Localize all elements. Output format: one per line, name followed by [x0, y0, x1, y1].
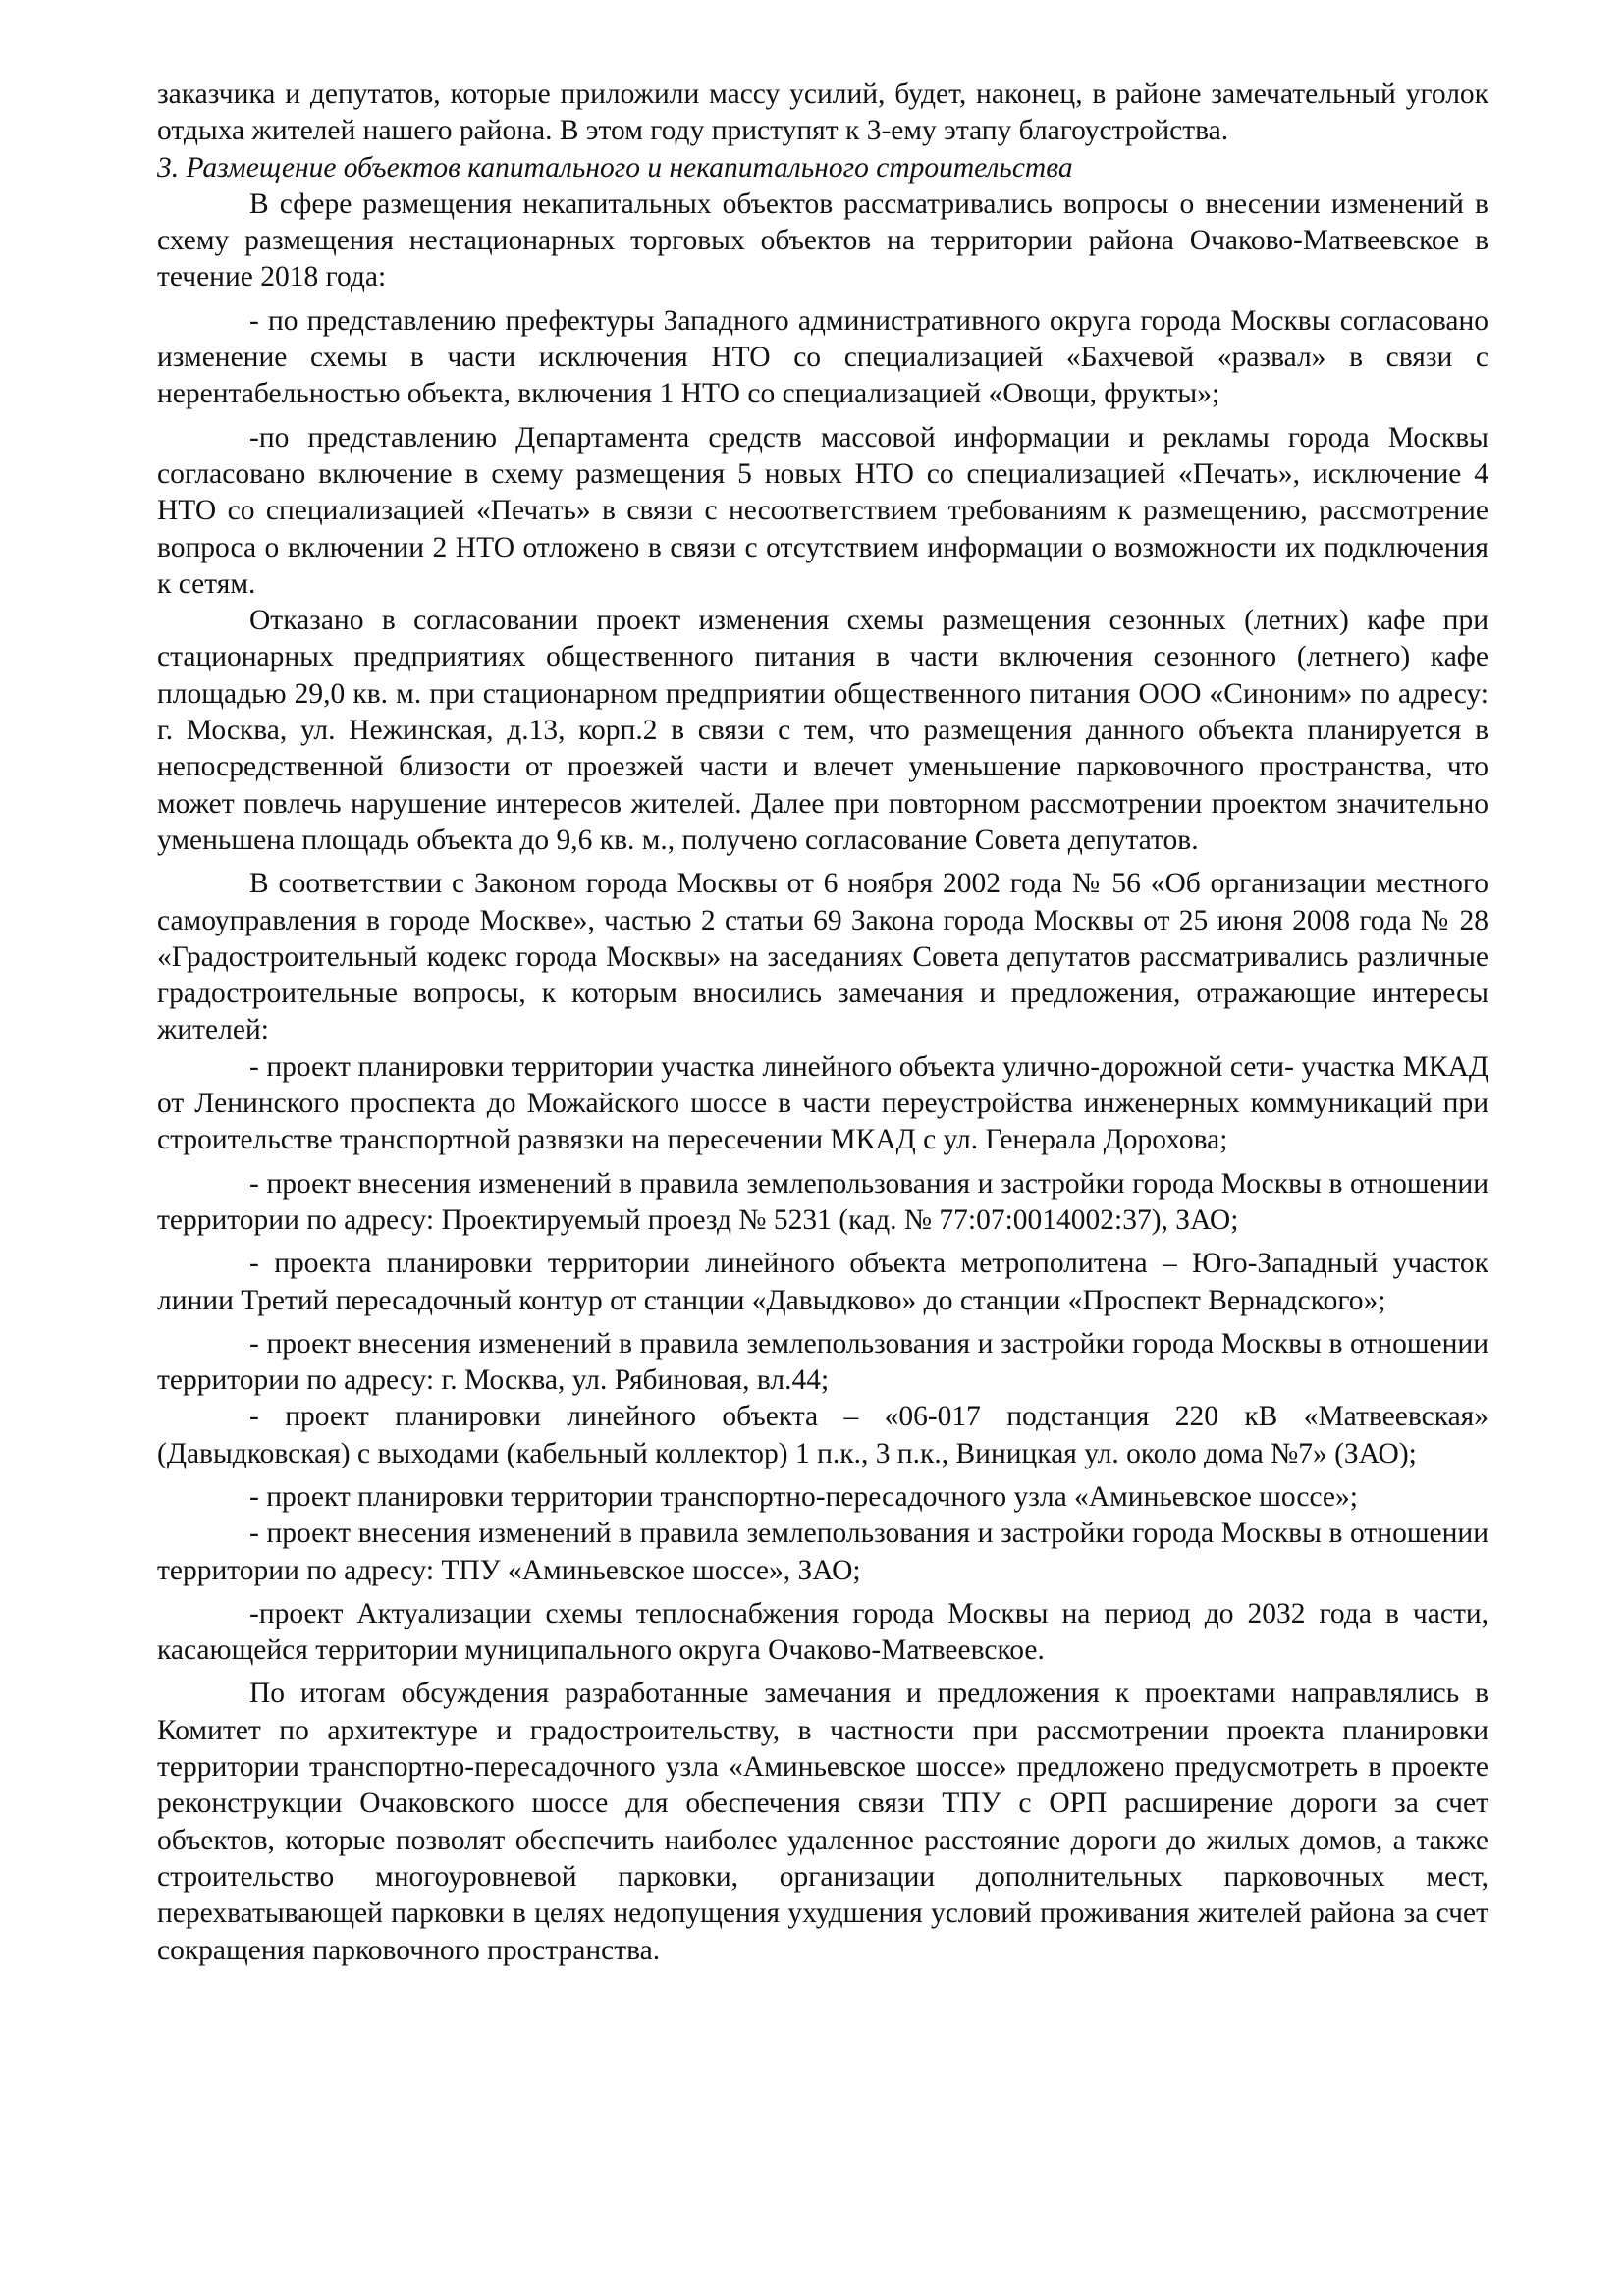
- paragraph-continuation: заказчика и депутатов, которые приложили массу усилий, будет, наконец, в районе замечательный уголок отдыха жителей нашего района. В этом году приступят к 3-ему этапу благоустройства.: [157, 79, 1488, 147]
- list-item-heat-supply: -проект Актуализации схемы теплоснабжения города Москвы на период до 2032 года в части, касающейся территории муниципального округа Очаково-Матвеевское.: [157, 1597, 1488, 1667]
- paragraph-nto-intro: В сфере размещения некапитальных объектов рассматривались вопросы о внесении изменений в схему размещения нестационарных торговых объектов на территории района Очаково-Матвеевское в течение 2018 года:: [157, 187, 1488, 294]
- paragraph-conclusions: По итогам обсуждения разработанные замечания и предложения к проектами направлялись в Комитет по архитектуре и градостроительству, в частности при рассмотрении проекта планировки территории транспортно-пересадочного узла «Аминьевское шоссе» предложено предусмотреть в проекте реконструкции Очаковского шоссе для обеспечения связи ТПУ с ОРП расширение дороги за счет объектов, которые позволят обеспечить наиболее удаленное расстояние дороги до жилых домов, а также строительство многоуровневой парковки, организации дополнительных парковочных мест, перехватывающей парковки в целях недопущения ухудшения условий проживания жителей района за счет сокращения парковочного пространства.: [157, 1678, 1488, 1966]
- document-page: [157, 77, 1488, 1969]
- list-item-mkad: - проект планировки территории участка линейного объекта улично-дорожной сети- участка МКАД от Ленинского проспекта до Можайского шоссе в части переустройства инженерных коммуникаций при строительстве транспортной развязки на пересечении МКАД с ул. Генерала Дорохова;: [157, 1050, 1488, 1156]
- list-item-proezd-5231: - проект внесения изменений в правила землепользования и застройки города Москвы в отношении территории по адресу: Проектируемый проезд № 5231 (кад. № 77:07:0014002:37), ЗАО;: [157, 1167, 1488, 1236]
- paragraph-law-reference: В соответствии с Законом города Москвы от 6 ноября 2002 года № 56 «Об организации местного самоуправления в городе Москве», частью 2 статьи 69 Закона города Москвы от 25 июня 2008 года № 28 «Градостроительный кодекс города Москвы» на заседаниях Совета депутатов рассматривались различные градостроительные вопросы, к которым вносились замечания и предложения, отражающие интересы жителей:: [157, 868, 1488, 1046]
- list-item-substation: - проект планировки линейного объекта – «06-017 подстанция 220 кВ «Матвеевская» (Давыдковская) с выходами (кабельный коллектор) 1 п.к., 3 п.к., Виницкая ул. около дома №7» (ЗАО);: [157, 1401, 1488, 1469]
- list-item-prefecture: - по представлению префектуры Западного административного округа города Москвы согласовано изменение схемы в части исключения НТО со специализацией «Бахчевой «развал» в связи с нерентабельностью объекта, включения 1 НТО со специализацией «Овощи, фрукты»;: [157, 304, 1488, 410]
- section-heading: 3. Размещение объектов капитального и некапитального строительства: [157, 151, 1073, 184]
- list-item-metro: - проекта планировки территории линейного объекта метрополитена – Юго-Западный участок линии Третий пересадочный контур от станции «Давыдково» до станции «Проспект Вернадского»;: [157, 1248, 1488, 1316]
- list-item-media-department: -по представлению Департамента средств массовой информации и рекламы города Москвы согласовано включение в схему размещения 5 новых НТО со специализацией «Печать», исключение 4 НТО со специализацией «Печать» в связи с несоответствием требованиям к размещению, рассмотрение вопроса о включении 2 НТО отложено в связи с отсутствием информации о возможности их подключения к сетям.: [157, 421, 1488, 600]
- list-item-tpu-zoning: - проект внесения изменений в правила землепользования и застройки города Москвы в отношении территории по адресу: ТПУ «Аминьевское шоссе», ЗАО;: [157, 1518, 1488, 1586]
- list-item-ryabinovaya: - проект внесения изменений в правила землепользования и застройки города Москвы в отношении территории по адресу: г. Москва, ул. Рябиновая, вл.44;: [157, 1327, 1488, 1397]
- list-item-tpu-planning: - проект планировки территории транспортно-пересадочного узла «Аминьевское шоссе»;: [249, 1480, 1358, 1513]
- paragraph-cafe-refusal: Отказано в согласовании проект изменения схемы размещения сезонных (летних) кафе при стационарных предприятиях общественного питания в части включения сезонного (летнего) кафе площадью 29,0 кв. м. при стационарном предприятии общественного питания ООО «Синоним» по адресу: г. Москва, ул. Нежинская, д.13, корп.2 в связи с тем, что размещения данного объекта планируется в непосредственной близости от проезжей части и влечет уменьшение парковочного пространства, что может повлечь нарушение интересов жителей. Далее при повторном рассмотрении проектом значительно уменьшена площадь объекта до 9,6 кв. м., получено согласование Совета депутатов.: [157, 605, 1488, 856]
